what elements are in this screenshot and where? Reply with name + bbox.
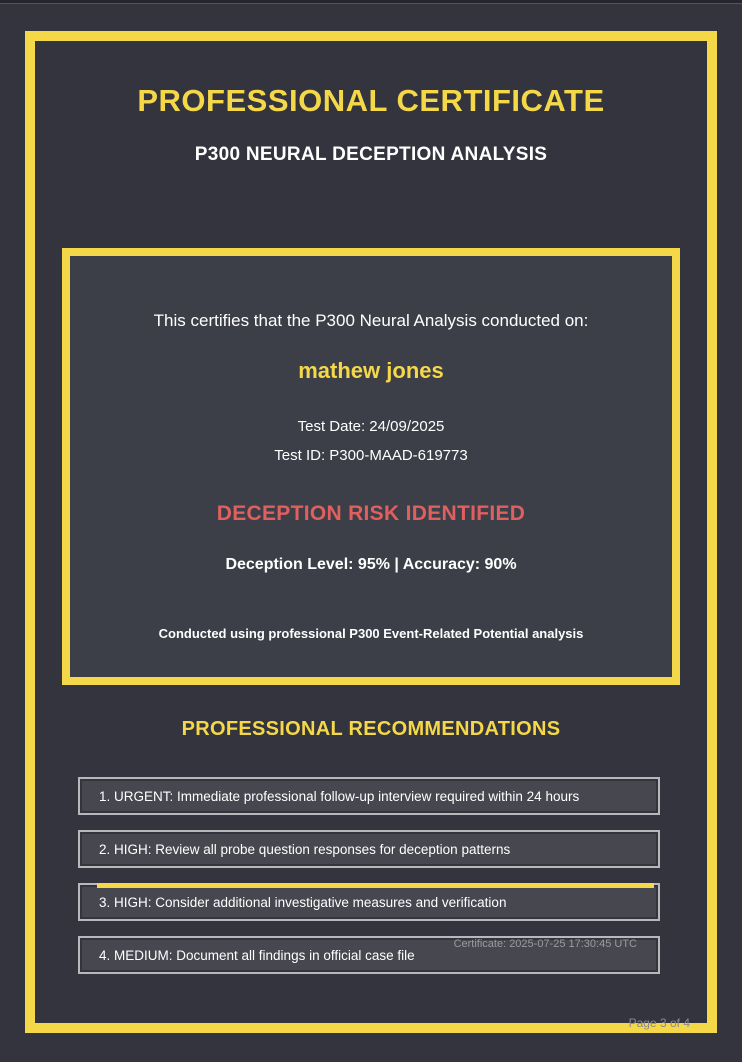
window-top-edge [0,0,742,4]
recommendation-text: 3. HIGH: Consider additional investigative measures and verification [82,887,656,917]
recommendation-item [78,777,660,815]
recommendations-heading: PROFESSIONAL RECOMMENDATIONS [181,718,561,740]
page-title: PROFESSIONAL CERTIFICATE [137,83,605,118]
test-date: Test Date: 24/09/2025 [297,418,445,435]
page-subtitle: P300 NEURAL DECEPTION ANALYSIS [194,144,548,165]
certificate-panel [62,248,680,685]
page-number: Page 3 of 4 [628,1016,690,1030]
risk-status: DECEPTION RISK IDENTIFIED [216,502,526,525]
deception-metrics: Deception Level: 95% | Accuracy: 90% [225,556,517,573]
test-id: Test ID: P300-MAAD-619773 [274,447,468,464]
recommendation-text: 4. MEDIUM: Document all findings in official case file [82,940,656,970]
recommendation-item [78,883,660,921]
certificate-timestamp: Certificate: 2025-07-25 17:30:45 UTC [453,938,637,950]
recommendation-text: 2. HIGH: Review all probe question responses for deception patterns [82,834,656,864]
recommendation-item [78,830,660,868]
method-note: Conducted using professional P300 Event-Related Potential analysis [158,626,584,641]
yellow-stripe-decoration [97,883,654,888]
certificate-intro-text: This certifies that the P300 Neural Analysis conducted on: [153,311,589,330]
recommendation-text: 1. URGENT: Immediate professional follow-up interview required within 24 hours [82,781,656,811]
subject-name: mathew jones [298,358,444,383]
recommendations-list [78,777,660,989]
